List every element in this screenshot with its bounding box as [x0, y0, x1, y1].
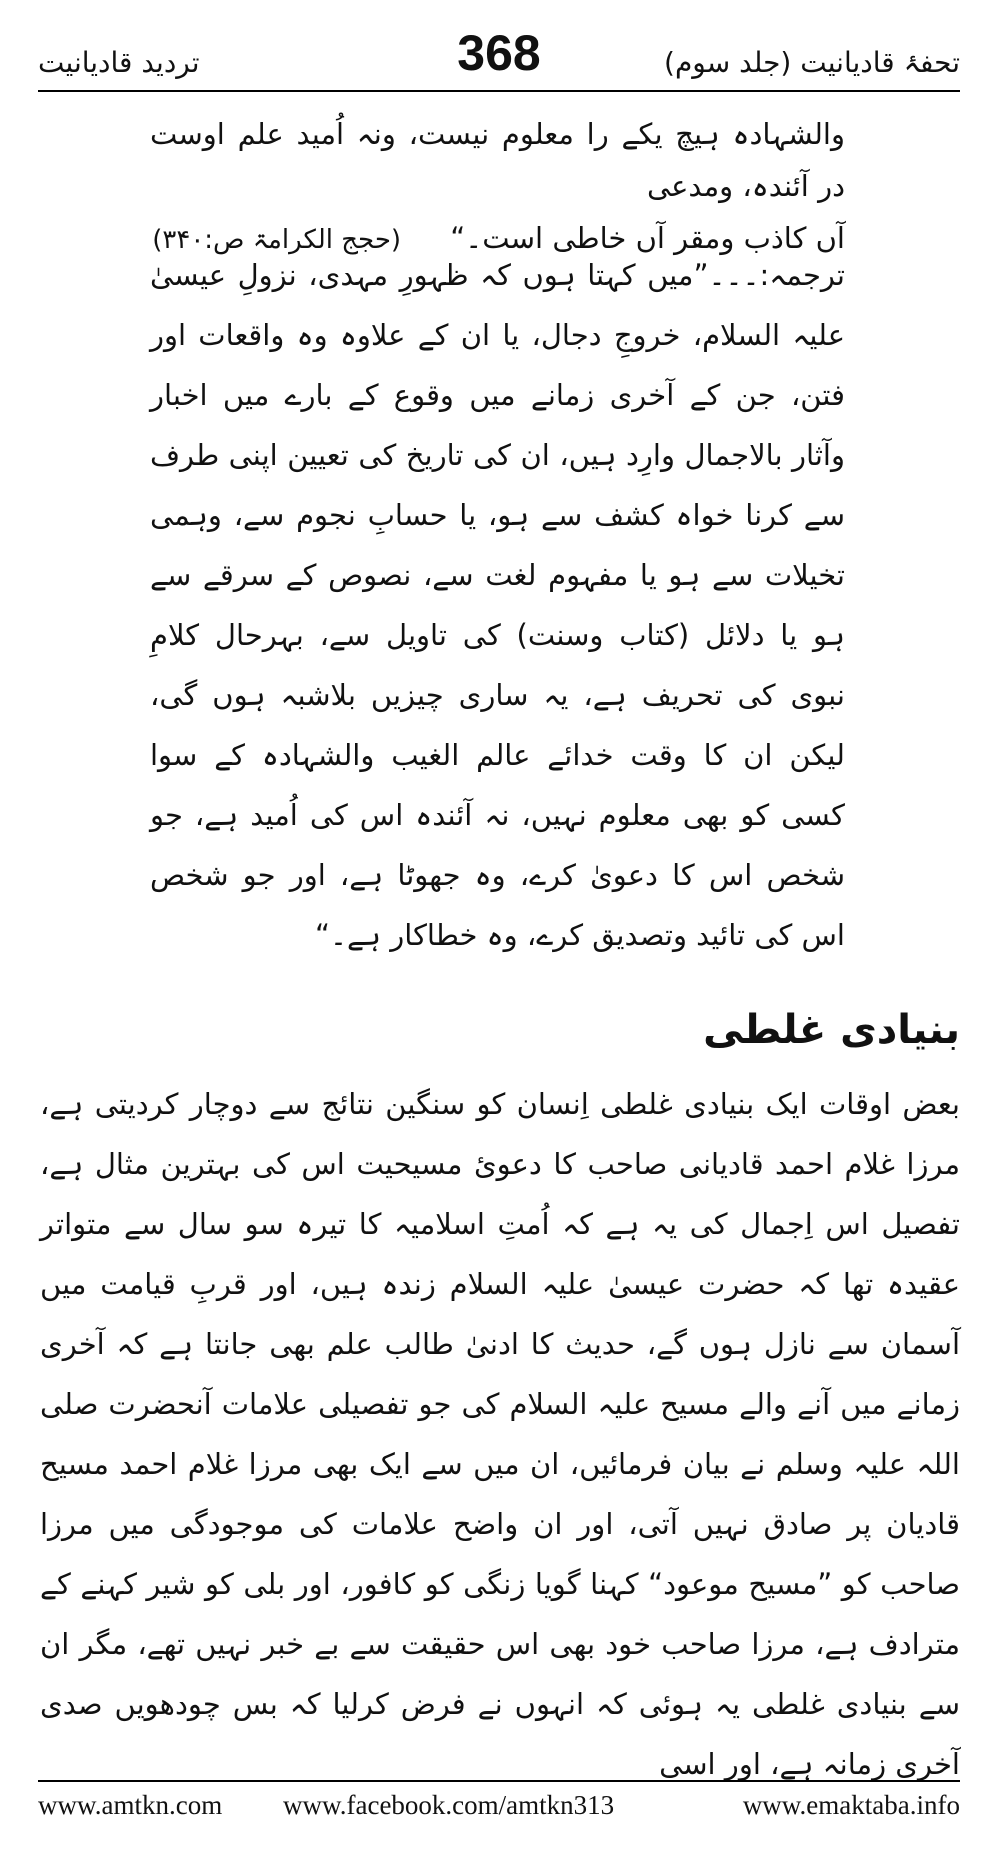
persian-quote-line1: والشہادہ ہیچ یکے را معلوم نیست، ونہ اُمید علم اوست در آئندہ، ومدعی	[150, 117, 845, 203]
footer-rule	[38, 1780, 960, 1782]
page-footer	[38, 1790, 960, 1830]
body-paragraph: بعض اوقات ایک بنیادی غلطی اِنسان کو سنگین نتائج سے دوچار کردیتی ہے، مرزا غلام احمد قادیانی صاحب کا دعویٔ مسیحیت اس کی بہترین مثال ہے، تفصیل اس اِجمال کی یہ ہے کہ اُمتِ اسلامیہ کا تیرہ سو سال سے متواتر عقیدہ تھا کہ حضرت عیسیٰ علیہ السلام زندہ ہیں، اور قربِ قیامت میں آسمان سے نازل ہوں گے، حدیث کا ادنیٰ طالب علم بھی جانتا ہے کہ آخری زمانے میں آنے والے مسیح علیہ السلام کی جو تفصیلی علامات آنحضرت صلی اللہ علیہ وسلم نے بیان فرمائیں، ان میں سے ایک بھی مرزا غلام احمد مسیح قادیان پر صادق نہیں آتی، اور ان واضح علامات کی موجودگی میں مرزا صاحب کو ”مسیح موعود“ کہنا گویا زنگی کو کافور، اور بلی کو شیر کہنے کے مترادف ہے، مرزا صاحب خود بھی اس حقیقت سے بے خبر نہیں تھے، مگر ان سے بنیادی غلطی یہ ہوئی کہ انہوں نے فرض کرلیا کہ بس چودھویں صدی آخری زمانہ ہے، اور اسی	[40, 1087, 960, 1781]
section-heading: بنیادی غلطی	[703, 1007, 960, 1053]
section-title: تردید قادیانیت	[38, 46, 200, 79]
quote-translation: ترجمہ:۔۔۔”میں کہتا ہوں کہ ظہورِ مہدی، نزولِ عیسیٰ علیہ السلام، خروجِ دجال، یا ان کے علاوہ وہ واقعات اور فتن، جن کے آخری زمانے میں وقوع کے بارے میں اخبار وآثار بالاجمال وارِد ہیں، ان کی تاریخ کی تعیین اپنی طرف سے کرنا خواہ کشف سے ہو، یا حسابِ نجوم سے، وہمی تخیلات سے ہو یا مفہوم لغت سے، نصوص کے سرقے سے ہو یا دلائل (کتاب وسنت) کی تاویل سے، بہرحال کلامِ نبوی کی تحریف ہے، یہ ساری چیزیں بلاشبہ ہوں گی، لیکن ان کا وقت خدائے عالم الغیب والشہادہ کے سوا کسی کو بھی معلوم نہیں، نہ آئندہ اس کی اُمید ہے، جو شخص اس کا دعویٰ کرے، وہ جھوٹا ہے، اور جو شخص اس کی تائید وتصدیق کرے، وہ خطاکار ہے۔“	[150, 258, 845, 952]
footer-link-emaktaba[interactable]: www.emaktaba.info	[742, 1790, 960, 1820]
book-title: تحفۂ قادیانیت (جلد سوم)	[664, 46, 960, 79]
persian-quote-line2: آں کاذب ومقر آں خاطی است۔“	[450, 221, 845, 255]
page-number: 368	[457, 25, 541, 81]
header-rule	[38, 90, 960, 92]
page-header	[38, 24, 960, 84]
footer-link-amtkn[interactable]: www.amtkn.com	[38, 1790, 223, 1820]
persian-quote	[150, 108, 845, 266]
footer-link-facebook[interactable]: www.facebook.com/amtkn313	[283, 1790, 615, 1820]
quote-reference: (حجج الکرامۃ ص:۳۴۰)	[152, 225, 402, 255]
